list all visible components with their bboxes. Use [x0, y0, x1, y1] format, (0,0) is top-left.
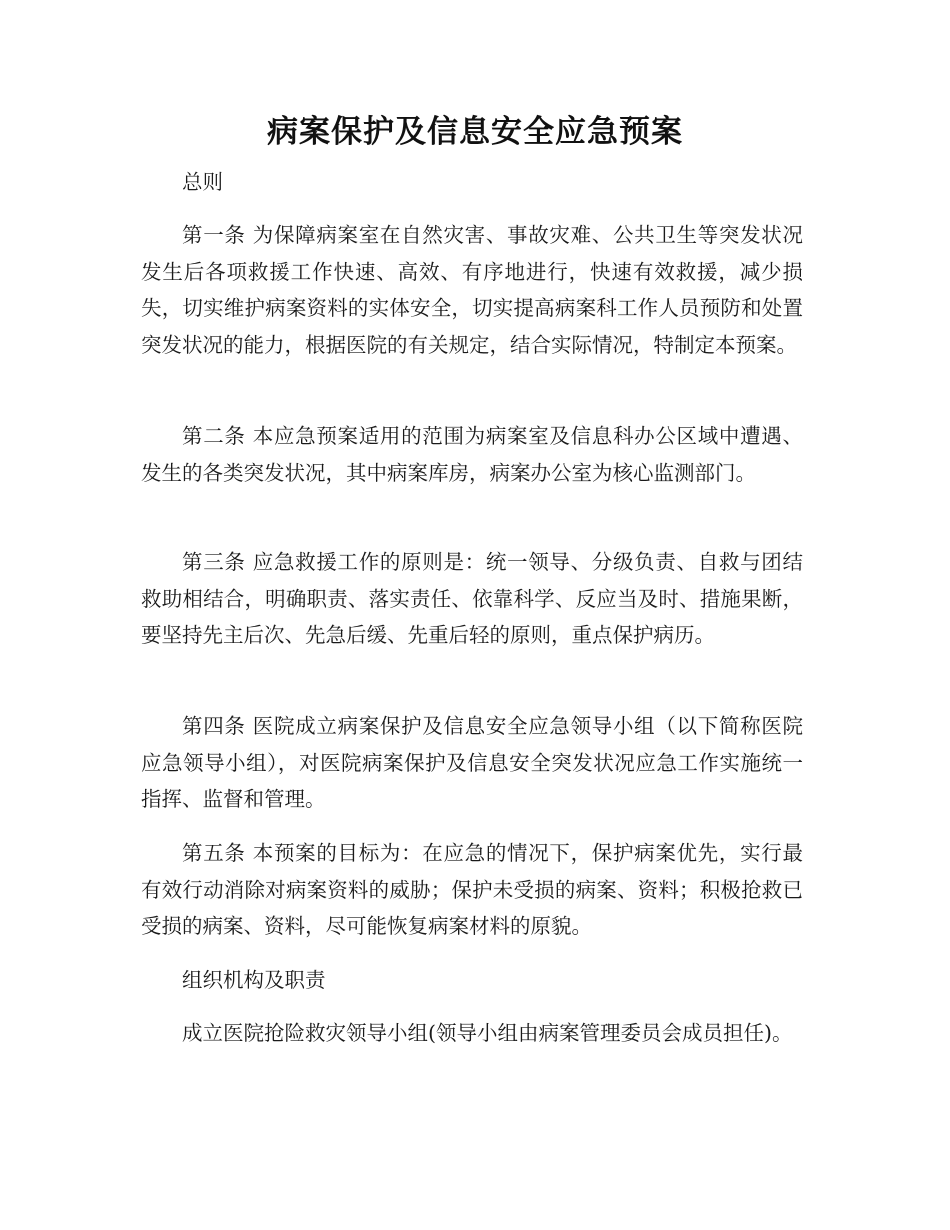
heading-text: 总则	[182, 170, 223, 194]
document-title: 病案保护及信息安全应急预案	[267, 114, 683, 150]
article-5	[141, 835, 803, 945]
section-heading-organization	[141, 962, 803, 999]
section-heading-general	[141, 164, 803, 201]
article-3	[141, 544, 803, 654]
article-1-text: 第一条 为保障病案室在自然灾害、事故灾难、公共卫生等突发状况发生后各项救援工作快速、高效、有序地进行，快速有效救援，减少损失，切实维护病案资料的实体安全，切实提高病案科工作人员预防和处置突发状况的能力，根据医院的有关规定，结合实际情况，特制定本预案。	[141, 223, 803, 357]
article-3-text: 第三条 应急救援工作的原则是：统一领导、分级负责、自救与团结救助相结合，明确职责、落实责任、依靠科学、反应当及时、措施果断，要坚持先主后次、先急后缓、先重后轻的原则，重点保护病历。	[141, 550, 803, 647]
article-2	[141, 418, 803, 491]
article-5-text: 第五条 本预案的目标为：在应急的情况下，保护病案优先，实行最有效行动消除对病案资料的威胁；保护未受损的病案、资料；积极抢救已受损的病案、资料，尽可能恢复病案材料的原貌。	[141, 841, 803, 938]
article-2-text: 第二条 本应急预案适用的范围为病案室及信息科办公区域中遭遇、发生的各类突发状况，其中病案库房，病案办公室为核心监测部门。	[141, 424, 803, 485]
heading-text: 组织机构及职责	[182, 968, 326, 992]
article-1	[141, 217, 803, 363]
paragraph-text: 成立医院抢险救灾领导小组(领导小组由病案管理委员会成员担任)。	[182, 1021, 793, 1045]
paragraph-leadership-group	[141, 1015, 803, 1052]
article-4-text: 第四条 医院成立病案保护及信息安全应急领导小组（以下简称医院应急领导小组），对医院病案保护及信息安全突发状况应急工作实施统一指挥、监督和管理。	[141, 714, 803, 811]
article-4	[141, 708, 803, 818]
